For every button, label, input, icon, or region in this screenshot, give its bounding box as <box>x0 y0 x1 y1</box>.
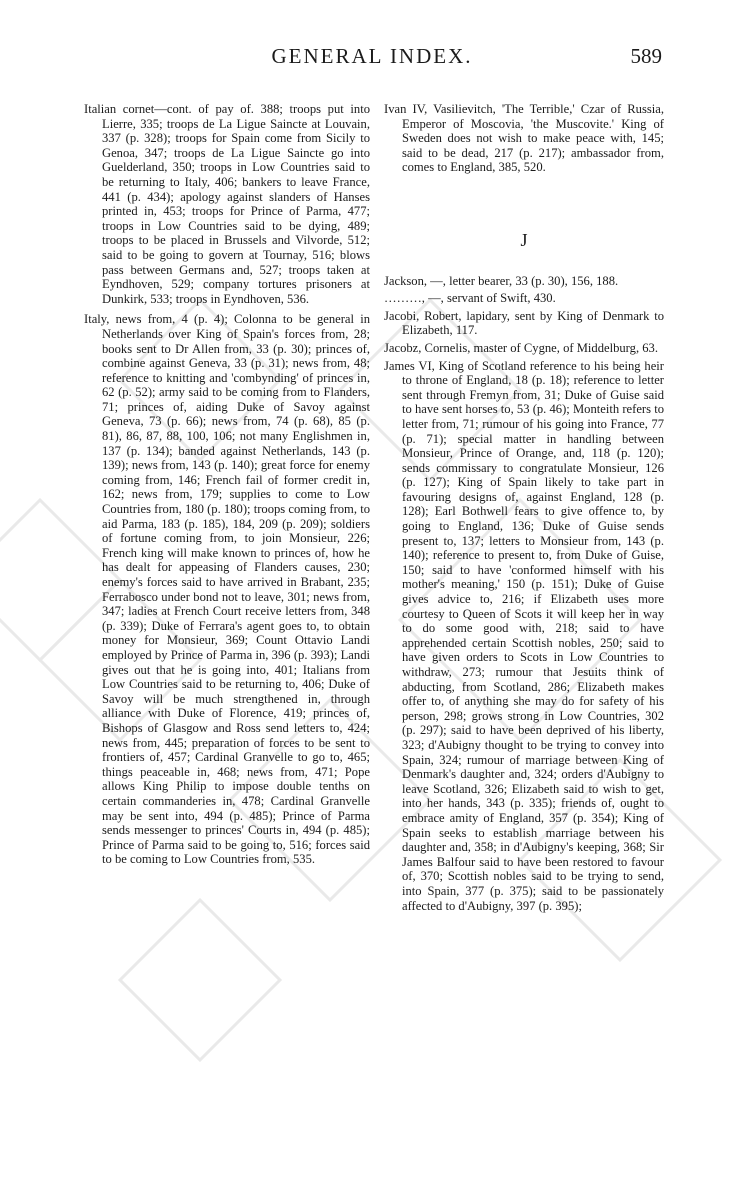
running-title: GENERAL INDEX. <box>271 44 473 68</box>
index-entry <box>384 341 664 356</box>
entry-text: 'The Terrible,' Czar of Russia, Emperor of Moscovia, 'the Muscovite.' King of Sweden does not wish to make peace with, 145; said to be dead, 217 (p. 217); ambassador from, comes to England, 385, 520. <box>402 102 664 175</box>
entry-headword: ………, <box>384 291 425 306</box>
index-entry <box>84 102 370 306</box>
index-entry <box>384 359 664 914</box>
entry-headword: Jackson, <box>384 273 428 288</box>
index-entry <box>384 309 664 338</box>
index-entry <box>384 102 664 175</box>
index-entry <box>384 274 664 289</box>
entry-text: news from, 4 (p. 4); Colonna to be general in Netherlands over King of Spain's forces from, 28; books sent to Dr Allen from, 33 (p. 30); princes of, combine against Geneva, 33 (p. 31); news from, 48; reference to knitting and 'combynding' of princes in, 62 (p. 52); army said to be coming from to Flanders, 71; princes of, aiding Duke of Savoy against Geneva, 73 (p. 66); news from, 74 (p. 68), 85 (p. 81), 86, 87, 88, 100, 106; not many Englishmen in, 137 (p. 134); banded against Netherlands, 143 (p. 139); news from, 143 (p. 140); great force for enemy coming from, 146; French fail of former credit in, 162; news from, 179; supplies to come to Low Countries from, 180 (p. 180); troops coming from, to aid Parma, 183 (p. 185), 184, 209 (p. 209); soldiers of fortune coming from, to join Monsieur, 226; French king will make known to princes of, how he has dealt for appeasing of Flanders causes, 230; enemy's forces said to have arrived in Brabant, 235; Ferrabosco under bond not to leave, 301; news from, 347; ladies at French Court receive letters from, 348 (p. 339); Duke of Ferrara's agent goes to, to obtain money for Monsieur, 369; Count Ottavio Landi employed by Prince of Parma in, 396 (p. 393); Landi gives out that he is going into, 401; Italians from Low Countries said to be returning to, 406; Duke of Savoy will be much strengthened in, through alliance with Duke of Florence, 419; princes of, Bishops of Glasgow and Ross send letters to, 424; news from, 445; preparation of forces to be sent to frontiers of, 457; Cardinal Granvelle to go to, 465; things peaceable in, 468; news from, 471; Pope allows King Philip to impose double tenths on certain commanderies in, 478; Cardinal Granvelle may be sent into, 494 (p. 485); Prince of Parma sends messenger to princes' Courts in, 494 (p. 485); Prince of Parma said to be going to, 516; forces said to be coming to Low Countries from, 535. <box>102 312 370 867</box>
entry-headword: Ivan IV, Vasilievitch, <box>384 102 496 116</box>
entry-text: —, servant of Swift, 430. <box>424 291 556 306</box>
entry-headword: Jacobz, Cornelis, <box>384 340 471 355</box>
page-header <box>82 44 662 74</box>
entry-text: of pay of. 388; troops put into Lierre, 335; troops de La Ligue Saincte at Louvain, 337 (p. 328); troops for Spain come from Sicily to Genoa, 347; troops de La Ligue Saincte go into Guelderland, 350; troops in Low Countries said to be returning to Italy, 406; bankers to leave France, 441 (p. 434); apology against slanders of Hanses printed in, 453; troops for Prince of Parma, 477; troops in Low Countries said to be dying, 489; troops to be placed in Brussels and Vilvorde, 512; said to be going to govern at Tournay, 516; blows pass between Germans and, 527; troops taken at Eyndhoven, 529; company tortures prisoners at Dunkirk, 533; troops in Eyndhoven, 536. <box>102 102 370 306</box>
right-column-bottom-entries <box>384 274 664 914</box>
entry-headword: James VI, King of Scotland <box>384 358 527 373</box>
entry-text: master of Cygne, of Middelburg, 63. <box>470 340 658 355</box>
left-column <box>84 102 370 873</box>
right-column <box>384 102 664 916</box>
entry-headword: Jacobi, Robert, <box>384 308 462 323</box>
index-entry <box>84 312 370 867</box>
entry-headword: Italian cornet—cont. <box>84 102 192 116</box>
entry-text: lapidary, sent by King of Denmark to Elizabeth, 117. <box>402 308 664 338</box>
entry-text: —, letter bearer, 33 (p. 30), 156, 188. <box>427 273 619 288</box>
entry-headword: Italy, <box>84 312 110 327</box>
entry-text: reference to his being heir to throne of England, 18 (p. 18); reference to letter sent through Fremyn from, 31; Duke of Guise said to have sent horses to, 53 (p. 46); Monteith refers to letter from, 71; rumour of his going into France, 77 (p. 71); special matter in handling between Monsieur, Prince of Orange, and, 118 (p. 120); sends commissary to congratulate Monsieur, 126 (p. 127); King of Spain likely to take part in favouring designs of, against England, 128 (p. 128); Earl Bothwell fears to give offence to, by going to England, 136; Duke of Guise sends present to, 137; letters to Monsieur from, 143 (p. 140); reference to present to, from Duke of Guise, 150; said to have 'conformed himself with his mother's meaning,' 150 (p. 151); Duke of Guise gives advice to, 216; if Elizabeth uses more courtesy to Queen of Scots it will keep her in way to do some good with, 218; said to have apprehended certain Scottish nobles, 250; said to have given orders to Scots in Low Countries to withdraw, 273; rumour that Jesuits think of abducting, from Scotland, 286; Elizabeth makes offer to, of anything she may do for safety of his person, 298; grows strong in Low Countries, 302 (p. 297); said to have been deprived of his liberty, 323; d'Aubigny thought to be trying to convey into Spain, 324; rumour of marriage between King of Denmark's daughter and, 324; orders d'Aubigny to leave Scotland, 326; Elizabeth said to wish to get, into her hands, 343 (p. 335); friends of, ought to embrace amity of England, 357 (p. 354); King of Spain seeks to establish marriage between his daughter and, 358; in d'Aubigny's keeping, 368; Sir James Balfour said to have been restored to favour of, 370; Scottish nobles said to be trying to send, into Spain, 377 (p. 375); said to be passionately affected to d'Aubigny, 397 (p. 395); <box>402 358 664 913</box>
right-column-top-entries <box>384 102 664 175</box>
index-entry <box>384 291 664 306</box>
page-number: 589 <box>630 44 662 68</box>
section-letter: J <box>520 229 528 250</box>
